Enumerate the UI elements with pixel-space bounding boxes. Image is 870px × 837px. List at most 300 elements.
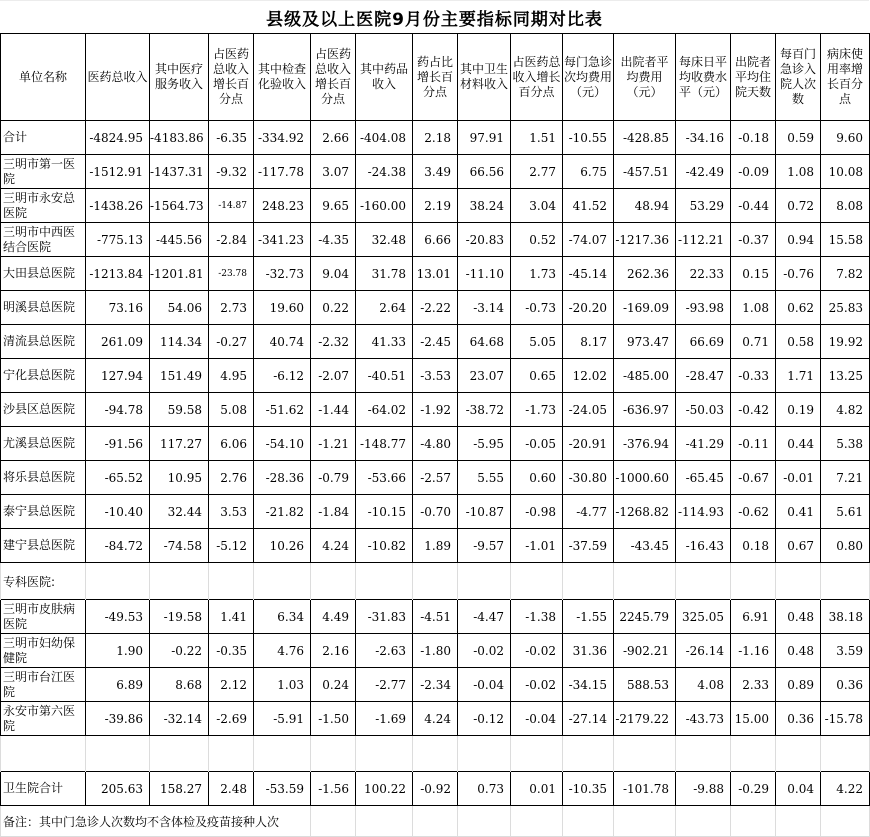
cell: 5.05 xyxy=(511,325,563,359)
cell: -0.11 xyxy=(731,427,776,461)
empty-cell xyxy=(821,736,870,772)
empty-cell xyxy=(311,806,356,837)
cell: -32.73 xyxy=(254,257,311,291)
cell: 2.12 xyxy=(209,668,254,702)
row-label: 三明市台江医院 xyxy=(1,668,86,702)
cell: -20.83 xyxy=(458,223,511,257)
cell: -117.78 xyxy=(254,155,311,189)
cell: -457.51 xyxy=(614,155,676,189)
cell: -0.79 xyxy=(311,461,356,495)
cell: -0.70 xyxy=(413,495,458,529)
empty-cell xyxy=(356,563,413,600)
cell: 0.48 xyxy=(776,634,821,668)
cell: -112.21 xyxy=(676,223,731,257)
column-header: 每床日平均收费水平（元） xyxy=(676,34,731,121)
cell: -0.33 xyxy=(731,359,776,393)
cell: 0.71 xyxy=(731,325,776,359)
cell: -1.44 xyxy=(311,393,356,427)
footnote: 备注：其中门急诊人次数均不含体检及疫苗接种人次 xyxy=(1,806,311,837)
column-header: 单位名称 xyxy=(1,34,86,121)
cell: -2.69 xyxy=(209,702,254,736)
cell: -1.56 xyxy=(311,772,356,806)
cell: 19.92 xyxy=(821,325,870,359)
column-header: 其中检查化验收入 xyxy=(254,34,311,121)
cell: 32.44 xyxy=(150,495,209,529)
cell: 38.18 xyxy=(821,600,870,634)
spacer-row xyxy=(1,736,870,772)
cell: 2.64 xyxy=(356,291,413,325)
cell: -0.37 xyxy=(731,223,776,257)
cell: -2.22 xyxy=(413,291,458,325)
cell: -0.09 xyxy=(731,155,776,189)
cell: -0.12 xyxy=(458,702,511,736)
cell: -65.52 xyxy=(86,461,150,495)
empty-cell xyxy=(511,563,563,600)
cell: -0.18 xyxy=(731,121,776,155)
table-row xyxy=(1,223,870,257)
cell: -775.13 xyxy=(86,223,150,257)
empty-cell xyxy=(356,806,413,837)
cell: 10.95 xyxy=(150,461,209,495)
cell: 23.07 xyxy=(458,359,511,393)
cell: -0.04 xyxy=(511,702,563,736)
cell: -4.47 xyxy=(458,600,511,634)
table-row xyxy=(1,121,870,155)
cell: -1.01 xyxy=(511,529,563,563)
cell: -341.23 xyxy=(254,223,311,257)
cell: 100.22 xyxy=(356,772,413,806)
cell: -1.69 xyxy=(356,702,413,736)
cell: -334.92 xyxy=(254,121,311,155)
row-label: 合计 xyxy=(1,121,86,155)
table-row xyxy=(1,668,870,702)
cell: -1.21 xyxy=(311,427,356,461)
cell: -40.51 xyxy=(356,359,413,393)
cell: -1201.81 xyxy=(150,257,209,291)
empty-cell xyxy=(821,563,870,600)
empty-cell xyxy=(614,563,676,600)
cell: -2.34 xyxy=(413,668,458,702)
cell: 0.19 xyxy=(776,393,821,427)
cell: -0.02 xyxy=(458,634,511,668)
cell: 2.33 xyxy=(731,668,776,702)
cell: -0.04 xyxy=(458,668,511,702)
cell: 9.04 xyxy=(311,257,356,291)
empty-cell xyxy=(676,563,731,600)
cell: 0.59 xyxy=(776,121,821,155)
cell: 8.08 xyxy=(821,189,870,223)
cell: -2.77 xyxy=(356,668,413,702)
cell: 0.73 xyxy=(458,772,511,806)
cell: 12.02 xyxy=(563,359,614,393)
cell: 64.68 xyxy=(458,325,511,359)
cell: -1437.31 xyxy=(150,155,209,189)
cell: -1.84 xyxy=(311,495,356,529)
cell: -31.83 xyxy=(356,600,413,634)
cell: -10.82 xyxy=(356,529,413,563)
cell: -6.35 xyxy=(209,121,254,155)
cell: -11.10 xyxy=(458,257,511,291)
cell: 54.06 xyxy=(150,291,209,325)
cell: 158.27 xyxy=(150,772,209,806)
cell: -26.14 xyxy=(676,634,731,668)
cell: 19.60 xyxy=(254,291,311,325)
cell: -1.50 xyxy=(311,702,356,736)
empty-cell xyxy=(458,806,511,837)
table-row xyxy=(1,325,870,359)
cell: -4.77 xyxy=(563,495,614,529)
table-row xyxy=(1,359,870,393)
cell: 1.03 xyxy=(254,668,311,702)
cell: 1.90 xyxy=(86,634,150,668)
cell: 0.72 xyxy=(776,189,821,223)
cell: -41.29 xyxy=(676,427,731,461)
cell: 25.83 xyxy=(821,291,870,325)
table-row xyxy=(1,461,870,495)
cell: 41.33 xyxy=(356,325,413,359)
cell: 53.29 xyxy=(676,189,731,223)
section-label: 专科医院: xyxy=(1,563,86,600)
cell: -43.73 xyxy=(676,702,731,736)
cell: 6.91 xyxy=(731,600,776,634)
cell: -27.14 xyxy=(563,702,614,736)
cell: -0.62 xyxy=(731,495,776,529)
cell: -9.88 xyxy=(676,772,731,806)
cell: -74.07 xyxy=(563,223,614,257)
empty-cell xyxy=(413,736,458,772)
cell: -0.44 xyxy=(731,189,776,223)
cell: 8.17 xyxy=(563,325,614,359)
cell: -94.78 xyxy=(86,393,150,427)
cell: 4.24 xyxy=(311,529,356,563)
cell: -0.29 xyxy=(731,772,776,806)
cell: 31.36 xyxy=(563,634,614,668)
cell: -49.53 xyxy=(86,600,150,634)
column-header: 每百门急诊入院人次数 xyxy=(776,34,821,121)
cell: 0.89 xyxy=(776,668,821,702)
empty-cell xyxy=(731,563,776,600)
cell: -0.27 xyxy=(209,325,254,359)
table-row xyxy=(1,495,870,529)
header-row xyxy=(1,34,870,121)
column-header: 其中卫生材料收入 xyxy=(458,34,511,121)
table-row xyxy=(1,189,870,223)
cell: 10.08 xyxy=(821,155,870,189)
cell: 4.22 xyxy=(821,772,870,806)
empty-cell xyxy=(150,736,209,772)
cell: 1.73 xyxy=(511,257,563,291)
column-header: 出院者平均住院天数 xyxy=(731,34,776,121)
cell: 7.82 xyxy=(821,257,870,291)
cell: -5.95 xyxy=(458,427,511,461)
table-row xyxy=(1,702,870,736)
cell: -0.92 xyxy=(413,772,458,806)
cell: -4824.95 xyxy=(86,121,150,155)
cell: 205.63 xyxy=(86,772,150,806)
cell: -5.91 xyxy=(254,702,311,736)
cell: 0.41 xyxy=(776,495,821,529)
empty-cell xyxy=(614,806,676,837)
cell: -38.72 xyxy=(458,393,511,427)
empty-cell xyxy=(356,736,413,772)
cell: 7.21 xyxy=(821,461,870,495)
cell: -37.59 xyxy=(563,529,614,563)
cell: 31.78 xyxy=(356,257,413,291)
cell: 2.16 xyxy=(311,634,356,668)
cell: 8.68 xyxy=(150,668,209,702)
row-label: 大田县总医院 xyxy=(1,257,86,291)
cell: -0.98 xyxy=(511,495,563,529)
column-header: 其中药品收入 xyxy=(356,34,413,121)
empty-cell xyxy=(254,736,311,772)
cell: -1217.36 xyxy=(614,223,676,257)
cell: -10.87 xyxy=(458,495,511,529)
cell: -53.66 xyxy=(356,461,413,495)
cell: -1564.73 xyxy=(150,189,209,223)
empty-cell xyxy=(563,563,614,600)
cell: 32.48 xyxy=(356,223,413,257)
row-label: 三明市皮肤病医院 xyxy=(1,600,86,634)
cell: 1.71 xyxy=(776,359,821,393)
page-title: 县级及以上医院9月份主要指标同期对比表 xyxy=(266,9,603,30)
empty-cell xyxy=(458,563,511,600)
cell: 0.80 xyxy=(821,529,870,563)
cell: -20.20 xyxy=(563,291,614,325)
row-label: 沙县区总医院 xyxy=(1,393,86,427)
empty-cell xyxy=(776,736,821,772)
cell: -14.87 xyxy=(209,189,254,223)
cell: -24.05 xyxy=(563,393,614,427)
cell: 261.09 xyxy=(86,325,150,359)
empty-cell xyxy=(86,736,150,772)
cell: -148.77 xyxy=(356,427,413,461)
cell: 6.34 xyxy=(254,600,311,634)
cell: -428.85 xyxy=(614,121,676,155)
cell: 5.08 xyxy=(209,393,254,427)
cell: 4.08 xyxy=(676,668,731,702)
cell: -64.02 xyxy=(356,393,413,427)
cell: -0.73 xyxy=(511,291,563,325)
cell: 325.05 xyxy=(676,600,731,634)
cell: 66.56 xyxy=(458,155,511,189)
cell: 0.44 xyxy=(776,427,821,461)
row-label: 卫生院合计 xyxy=(1,772,86,806)
table-row xyxy=(1,257,870,291)
cell: -23.78 xyxy=(209,257,254,291)
empty-cell xyxy=(86,563,150,600)
cell: 40.74 xyxy=(254,325,311,359)
cell: -6.12 xyxy=(254,359,311,393)
column-header: 占医药总收入增长百分点 xyxy=(511,34,563,121)
cell: 2245.79 xyxy=(614,600,676,634)
cell: -1438.26 xyxy=(86,189,150,223)
cell: -1512.91 xyxy=(86,155,150,189)
note-row xyxy=(1,806,870,837)
cell: 127.94 xyxy=(86,359,150,393)
column-header: 其中医疗服务收入 xyxy=(150,34,209,121)
cell: 73.16 xyxy=(86,291,150,325)
empty-cell xyxy=(821,806,870,837)
cell: 66.69 xyxy=(676,325,731,359)
cell: 4.49 xyxy=(311,600,356,634)
section-row xyxy=(1,563,870,600)
cell: 59.58 xyxy=(150,393,209,427)
table-row xyxy=(1,772,870,806)
empty-cell xyxy=(511,736,563,772)
cell: 2.48 xyxy=(209,772,254,806)
cell: -902.21 xyxy=(614,634,676,668)
table-row xyxy=(1,393,870,427)
cell: 0.52 xyxy=(511,223,563,257)
cell: -1213.84 xyxy=(86,257,150,291)
cell: 5.55 xyxy=(458,461,511,495)
cell: 4.95 xyxy=(209,359,254,393)
cell: -2.63 xyxy=(356,634,413,668)
cell: -376.94 xyxy=(614,427,676,461)
cell: -5.12 xyxy=(209,529,254,563)
column-header: 医药总收入 xyxy=(86,34,150,121)
cell: -4.35 xyxy=(311,223,356,257)
cell: -2.32 xyxy=(311,325,356,359)
cell: 2.76 xyxy=(209,461,254,495)
cell: -1.80 xyxy=(413,634,458,668)
cell: -1000.60 xyxy=(614,461,676,495)
cell: 4.24 xyxy=(413,702,458,736)
cell: 2.18 xyxy=(413,121,458,155)
empty-cell xyxy=(209,563,254,600)
empty-cell xyxy=(563,736,614,772)
cell: -53.59 xyxy=(254,772,311,806)
cell: 13.25 xyxy=(821,359,870,393)
cell: -3.14 xyxy=(458,291,511,325)
cell: -0.02 xyxy=(511,668,563,702)
empty-cell xyxy=(1,736,86,772)
cell: -2179.22 xyxy=(614,702,676,736)
cell: 4.76 xyxy=(254,634,311,668)
table-body xyxy=(1,121,870,806)
cell: -24.38 xyxy=(356,155,413,189)
cell: -21.82 xyxy=(254,495,311,529)
cell: 0.36 xyxy=(776,702,821,736)
cell: 973.47 xyxy=(614,325,676,359)
cell: -101.78 xyxy=(614,772,676,806)
cell: 114.34 xyxy=(150,325,209,359)
cell: -30.80 xyxy=(563,461,614,495)
cell: -16.43 xyxy=(676,529,731,563)
row-label: 三明市妇幼保健院 xyxy=(1,634,86,668)
cell: -404.08 xyxy=(356,121,413,155)
cell: -28.47 xyxy=(676,359,731,393)
cell: -0.67 xyxy=(731,461,776,495)
cell: -0.01 xyxy=(776,461,821,495)
cell: 15.00 xyxy=(731,702,776,736)
cell: 0.18 xyxy=(731,529,776,563)
column-header: 每门急诊次均费用（元） xyxy=(563,34,614,121)
cell: 6.75 xyxy=(563,155,614,189)
cell: 0.60 xyxy=(511,461,563,495)
empty-cell xyxy=(311,736,356,772)
empty-cell xyxy=(413,806,458,837)
column-header: 占医药总收入增长百分点 xyxy=(311,34,356,121)
cell: -42.49 xyxy=(676,155,731,189)
cell: -2.07 xyxy=(311,359,356,393)
cell: -50.03 xyxy=(676,393,731,427)
table-row xyxy=(1,634,870,668)
row-label: 尤溪县总医院 xyxy=(1,427,86,461)
cell: 0.94 xyxy=(776,223,821,257)
row-label: 明溪县总医院 xyxy=(1,291,86,325)
cell: -4.51 xyxy=(413,600,458,634)
cell: 3.04 xyxy=(511,189,563,223)
indicator-table xyxy=(0,33,870,837)
cell: 2.73 xyxy=(209,291,254,325)
cell: -445.56 xyxy=(150,223,209,257)
cell: 0.24 xyxy=(311,668,356,702)
empty-cell xyxy=(676,806,731,837)
cell: 588.53 xyxy=(614,668,676,702)
cell: -9.32 xyxy=(209,155,254,189)
cell: 5.61 xyxy=(821,495,870,529)
cell: -485.00 xyxy=(614,359,676,393)
cell: 41.52 xyxy=(563,189,614,223)
cell: 4.82 xyxy=(821,393,870,427)
cell: 3.07 xyxy=(311,155,356,189)
cell: -1.55 xyxy=(563,600,614,634)
cell: -2.45 xyxy=(413,325,458,359)
empty-cell xyxy=(150,563,209,600)
cell: -2.57 xyxy=(413,461,458,495)
cell: -114.93 xyxy=(676,495,731,529)
cell: -1.73 xyxy=(511,393,563,427)
empty-cell xyxy=(254,563,311,600)
cell: 0.15 xyxy=(731,257,776,291)
empty-cell xyxy=(563,806,614,837)
cell: -10.55 xyxy=(563,121,614,155)
cell: -91.56 xyxy=(86,427,150,461)
cell: -28.36 xyxy=(254,461,311,495)
empty-cell xyxy=(413,563,458,600)
cell: 2.77 xyxy=(511,155,563,189)
cell: 3.59 xyxy=(821,634,870,668)
cell: -51.62 xyxy=(254,393,311,427)
cell: -34.15 xyxy=(563,668,614,702)
cell: -43.45 xyxy=(614,529,676,563)
cell: -1.92 xyxy=(413,393,458,427)
cell: -34.16 xyxy=(676,121,731,155)
cell: 2.19 xyxy=(413,189,458,223)
empty-cell xyxy=(676,736,731,772)
cell: -93.98 xyxy=(676,291,731,325)
cell: 3.53 xyxy=(209,495,254,529)
cell: -4.80 xyxy=(413,427,458,461)
empty-cell xyxy=(731,806,776,837)
cell: 48.94 xyxy=(614,189,676,223)
cell: -10.35 xyxy=(563,772,614,806)
cell: -1268.82 xyxy=(614,495,676,529)
table-row xyxy=(1,529,870,563)
cell: -1.16 xyxy=(731,634,776,668)
row-label: 三明市中西医结合医院 xyxy=(1,223,86,257)
cell: 0.48 xyxy=(776,600,821,634)
cell: -10.15 xyxy=(356,495,413,529)
cell: 5.38 xyxy=(821,427,870,461)
table-row xyxy=(1,427,870,461)
cell: 0.65 xyxy=(511,359,563,393)
row-label: 宁化县总医院 xyxy=(1,359,86,393)
column-header: 病床使用率增长百分点 xyxy=(821,34,870,121)
cell: -4183.86 xyxy=(150,121,209,155)
cell: 22.33 xyxy=(676,257,731,291)
